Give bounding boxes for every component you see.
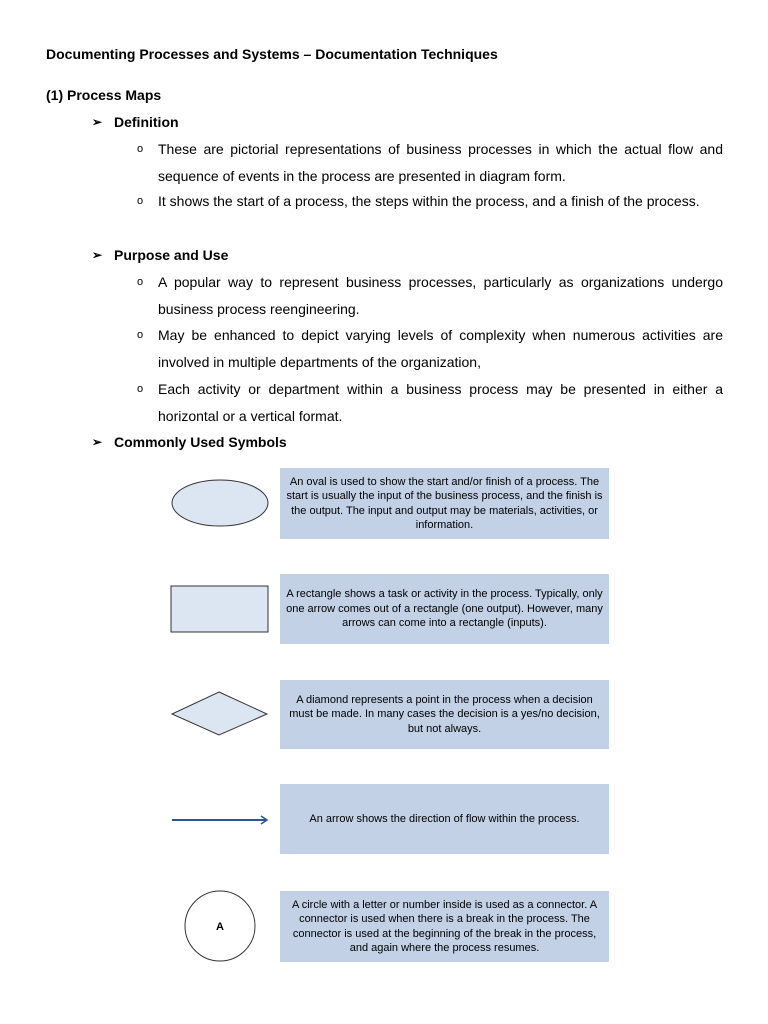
- list-item: [137, 269, 723, 323]
- subheading-definition: [92, 114, 179, 130]
- list-item: [137, 188, 723, 215]
- bullet-icon: o: [137, 143, 144, 155]
- arrow-shape: [170, 812, 272, 828]
- list-item-text: May be enhanced to depict varying levels of complexity when numerous activities are involved in multiple departments of the organization,: [158, 327, 723, 370]
- subheading-label: Commonly Used Symbols: [114, 434, 287, 450]
- list-item-text: It shows the start of a process, the steps within the process, and a finish of the process.: [158, 193, 700, 209]
- circle-connector-shape: [183, 889, 257, 964]
- rectangle-shape: [170, 585, 272, 635]
- subheading-label: Definition: [114, 114, 179, 130]
- oval-shape: [170, 478, 272, 530]
- arrow-bullet-icon: ➢: [92, 248, 103, 262]
- list-item: [137, 376, 723, 430]
- bullet-icon: o: [137, 383, 144, 395]
- list-item: [137, 322, 723, 376]
- subheading-symbols: [92, 434, 287, 450]
- list-item-text: These are pictorial representations of business processes in which the actual flow and sequence of events in the process are presented in diagram form.: [158, 141, 723, 184]
- arrow-description: An arrow shows the direction of flow within the process.: [280, 784, 609, 854]
- arrow-bullet-icon: ➢: [92, 435, 103, 449]
- bullet-icon: o: [137, 195, 144, 207]
- bullet-icon: o: [137, 329, 144, 341]
- document-title: Documenting Processes and Systems – Documentation Techniques: [46, 46, 498, 62]
- arrow-bullet-icon: ➢: [92, 115, 103, 129]
- bullet-icon: o: [137, 276, 144, 288]
- list-item-text: Each activity or department within a business process may be presented in either a horizontal or a vertical format.: [158, 381, 723, 424]
- oval-description: An oval is used to show the start and/or finish of a process. The start is usually the input of the business process, and the finish is the output. The input and output may be materials, activities, or information.: [280, 468, 609, 539]
- list-item-text: A popular way to represent business processes, particularly as organizations undergo business process reengineering.: [158, 274, 723, 317]
- connector-description: A circle with a letter or number inside is used as a connector. A connector is used when there is a break in the process. The connector is used at the beginning of the break in the process, and again where the process resumes.: [280, 891, 609, 962]
- rectangle-description: A rectangle shows a task or activity in the process. Typically, only one arrow comes out of a rectangle (one output). However, many arrows can come into a rectangle (inputs).: [280, 574, 609, 644]
- subheading-label: Purpose and Use: [114, 247, 229, 263]
- diamond-shape: [170, 690, 272, 738]
- section-heading: (1) Process Maps: [46, 87, 162, 103]
- subheading-purpose: [92, 247, 228, 263]
- diamond-description: A diamond represents a point in the process when a decision must be made. In many cases the decision is a yes/no decision, but not always.: [280, 680, 609, 749]
- connector-label: A: [216, 921, 224, 933]
- list-item: [137, 136, 723, 190]
